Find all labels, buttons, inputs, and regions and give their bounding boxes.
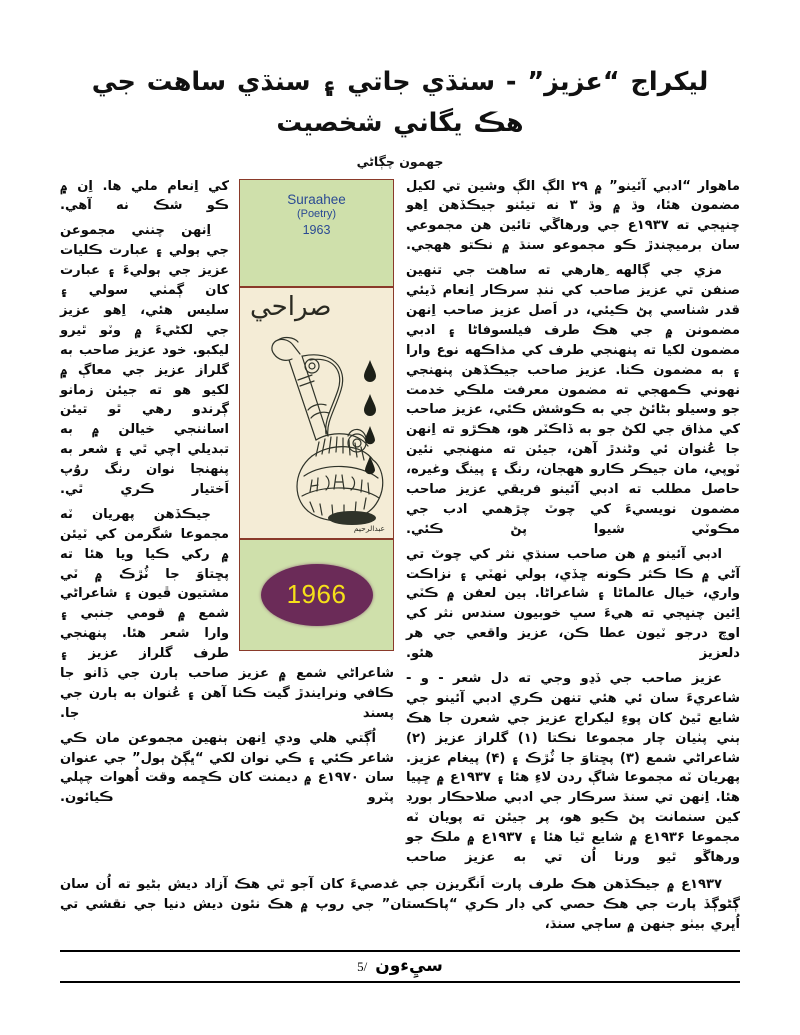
two-column-layout [60,177,740,873]
magazine-name: سيِءون [375,956,443,976]
year-badge [261,564,373,626]
paragraph: ادبي آئينو ۾ هن صاحب سنڌي نثر کي چوٽ تي آڻي ۾ ڪا ڪثر ڪونه ڇڏي، ٻولي ٺهٽي ۽ نزاڪت واري، خيال عالماڻا ۽ شاعراڻا. ٻين لعفن ۾ ڪٽي اِئين چنڀجي ته هيءَ سڀ خوبيون سندس نثر کي اوچ درجو ٽيون عطا ڪن، عزيز واقعي جي هر دلعزيز هئو. [406,546,740,662]
paragraph: کي اِنعام ملي ها. اِن ۾ ڪو شڪ نه آهي. [60,178,229,214]
paragraph: جيڪڏهن پهريان ٽه مجموعا شگرمن کي ٽيئن ۾ رکي ڪيا ويا هئا ته پڇتاوَ جا ٽُڙڪ ۾ ٽي مشتيون ڦيون ۽ شاعراڻي شمع ۾ قومي جنبي ۽ وارا شعر هئا. پنهنجي طرف گلراز عزيز ۽ شاعراڻي شمع ۾ عزيز صاحب ٻارن جي ڏانو جا ڪافي ونرايندڙ گيت ڪنا آهن ۽ عُنوان به ٻارن جي پسند جا. [60,506,394,721]
cover-illustration-panel [240,288,393,540]
cover-publication-year: 1963 [302,222,331,237]
paragraph: اِنهن چنني مجموعن جي ٻولي ۽ عبارت ڪليات عزيز جي ٻوليءَ ۽ عبارت کان ڳمٺي سولي ۽ سليس هئي، اِهو عزيز جي لکڻيءَ ۾ وٽو ٿيرو ليکبو. خود عزيز صاحب به گلراز عزيز جي معاڳ ۾ لکيو هو ته جيئن زمانو ڳرندو رهي ٿو تيئن اساننجي خيالن ۾ به تبديلي اچي ٿي ۽ شعر به پنهنجا نوان رنگ روُپ اَختيار ڪري ٿي. [60,223,229,497]
cover-top-panel [240,180,393,288]
cover-genre-label: (Poetry) [296,208,337,221]
book-cover-figure [239,179,394,651]
column-right [406,177,740,873]
water-drops-icon [359,358,381,478]
year-badge-label: 1966 [286,579,347,610]
footer-rule-bottom [60,981,740,983]
cover-bottom-panel [240,540,393,650]
footer-content [60,955,740,979]
paragraph: عزيز صاحب جي ڏڍو وجي ته دل شعر - و - شاعريءَ سان ئي هئي تنهن ڪري ادبي آئينو جي شايع ٿيڻ کان پوءِ ليکراج عزيز جي شعرن جا هڪ ٻني پٺيان چار مجموعا نڪتا (۱) گلراز عزيز (۲) شاعراڻي شمع (۳) پڇتاوَ جا ٽُڙڪ ۽ (۴) پيغام عزيز. پهريان ٽه مجموعا شاڳ ردن لاءِ هئا ۽ ۱۹۳۷ع ۾ ڇپيا هئا. اِنهن تي سنڌ سرڪار جي ادبي صلاحڪار بورڊ کين سنمانت پڻ ڪيو هو، پر جيئن ته پويان ٽه مجموعا ۱۹۳۶ع ۾ شايع ٿيا هئا ۽ ۱۹۳۷ع ۾ ملڪ جو ورهاڱو ٿيو ورنا اُن تي به عزيز صاحب [406,670,740,865]
book-cover [239,179,394,651]
cover-script-title: صراحي [250,291,332,322]
paragraph: ۱۹۳۷ع ۾ جيڪڏهن هڪ طرف پارت اَنگريزن جي غدصيءَ کان آجو ٿي هڪ آزاد ديش بڻيو ته اُن سان ڳڻوڳڏ پارت جي هڪ حصي کي ڊار ڪري “پاڪستان” جي روپ ۾ هڪ نئون ديش دنيا جي نقشي تي اُڀري بيٺو جنهن ۾ ساڄي سنڌ، [60,876,740,932]
title-block [0,0,800,169]
cover-artist-signature: عبدالرحيم [353,523,385,533]
paragraph: اُڳتي هلي ودي اِنهن ٻنهين مجموعن مان ڪي شاعر ڪئي ۽ ڪي نوان لکي “ڀڳڻ ٻول” جي عنوان سان ۱۹۷۰ع ۾ ديمنت کان ڪڇمه وقت اُهوات چپلي پٽرو ڪيائون. [60,730,395,806]
article-body [0,169,800,935]
footer-rule-top [60,950,740,952]
full-width-block [60,875,740,935]
page-number: 5/ [357,959,368,974]
page-title: ليکراج “عزيز” - سنڌي جاتي ۽ سنڌي ساهت جي هڪ يگاني شخصيت [91,67,709,139]
column-left [60,177,394,814]
paragraph: مزي جي ڳالهه ِهارهي ته ساهت جي تنهين صنفن تي عزيز صاحب کي ننڊ سرڪار اِنعام ڏيئي قدر شناسي پڻ ڪيئي، در اَصل عزيز صاحب اِنهن مضمونن ۾ جي هڪ طرف فيلسوفاڻا ۽ ادبي مضمون لکيا ته پنهنجي طرف کي مذاڪهه نوع وارا ۽ به مضمون ڪنا. عزيز صاحب جيڪڏهن پنهنجي نهوني ڪمهجي ته مضمون معرفت ملڪي خدمت جو وسيلو بڻائڻ جي به ڪوشش ڪئي، عزيز صاحب کي مذاق جي لکڻ جو به ڏاڪٽر هو، هڪڙو ته اِنهن جا عُنوان ئي وڻندڙ آهن، جيئن ته منهنجي نئين ٽوپي، مان جيڪر ڪارو ههجان، رنگ ۽ پينگ وغيره، حاصل مطلب ته ادبي آئينو فريقي عزيز صاحب مضمون نويسيءَ کي چوٽ چڙهمي ادب جي مڪوٽي شيوا پڻ ڪئي. [406,263,740,537]
paragraph: ماهوار “ادبي آئينو” ۾ ۲۹ الڳ الڳ وشين تي لکيل مضمون هئا، وڌ ۾ وڌ ۳ نه تيئنو جيڪڏهن اِهو چنڀجي ته ۱۹۳۷ع جي ورهاڱي تائين هن مجموعي سان برميچندڙ ڪو مجموعو سنڌ ۾ نڪتو ههجي. [406,178,740,254]
author-byline: جهمون چڳاڻي [356,153,444,169]
cover-book-title: Suraahee [287,191,346,207]
page-footer [60,950,740,983]
